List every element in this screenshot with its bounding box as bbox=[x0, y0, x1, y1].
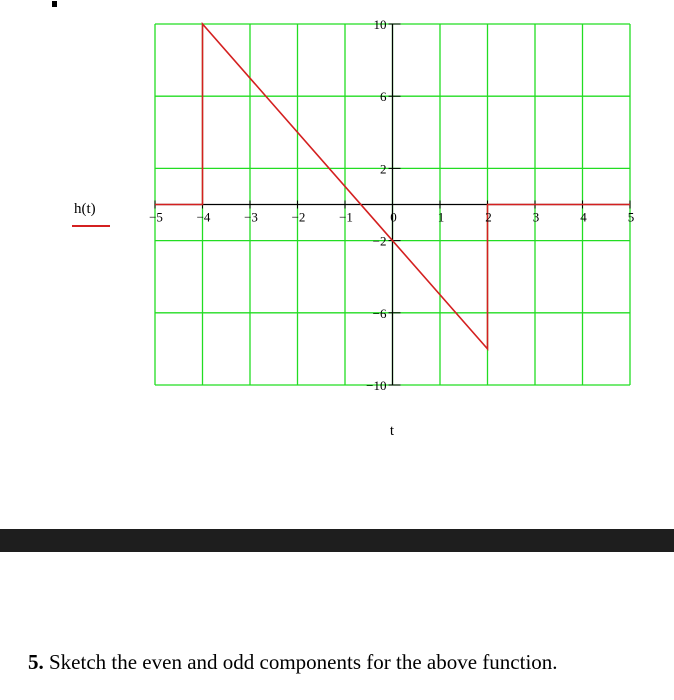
x-tick-label: 0 bbox=[390, 209, 397, 225]
divider-bar bbox=[0, 529, 674, 552]
legend-label: h(t) bbox=[74, 201, 96, 217]
x-tick-label: −4 bbox=[196, 209, 211, 225]
y-tick-label: 6 bbox=[380, 89, 387, 105]
y-tick-label: −2 bbox=[372, 233, 387, 249]
x-axis-title: t bbox=[389, 423, 395, 439]
y-tick-label: 10 bbox=[373, 17, 387, 32]
question-number: 5. bbox=[28, 650, 44, 674]
x-tick-label: −5 bbox=[149, 209, 163, 225]
x-tick-label: 5 bbox=[627, 209, 635, 225]
x-tick-label: 2 bbox=[485, 209, 492, 225]
x-tick-label: 4 bbox=[580, 209, 587, 225]
question-text bbox=[28, 650, 558, 675]
legend bbox=[72, 201, 110, 226]
x-tick-label: 1 bbox=[437, 209, 445, 225]
y-tick-label: −10 bbox=[366, 378, 387, 393]
x-tick-label: 3 bbox=[532, 209, 540, 225]
x-tick-label: −1 bbox=[339, 209, 353, 225]
x-tick-label: −2 bbox=[291, 209, 306, 225]
y-tick-label: −6 bbox=[372, 305, 387, 321]
question-body: Sketch the even and odd components for the above function. bbox=[43, 650, 558, 674]
x-tick-label: −3 bbox=[244, 209, 258, 225]
y-tick-label: 2 bbox=[380, 161, 387, 177]
